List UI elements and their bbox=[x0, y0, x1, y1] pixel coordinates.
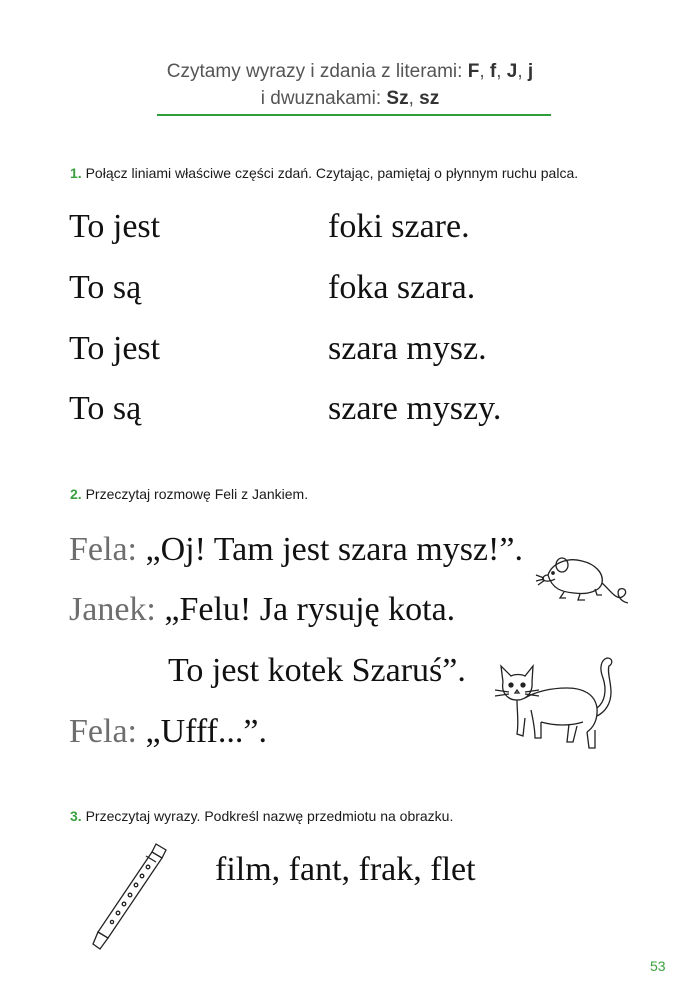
letter-J: J bbox=[506, 61, 518, 82]
title-line-1: Czytamy wyrazy i zdania z literami: F, f, J, j bbox=[166, 61, 534, 82]
sentence-end-1[interactable]: foki szare. bbox=[328, 208, 470, 245]
letter-F: F bbox=[467, 61, 480, 82]
flute-icon bbox=[90, 840, 175, 955]
sentence-end-4[interactable]: szare myszy. bbox=[328, 390, 502, 427]
speaker-janek: Janek: bbox=[69, 591, 156, 628]
dialogue-line-4: Fela: „Ufff...”. bbox=[69, 713, 267, 750]
digraph-sz: sz bbox=[419, 88, 440, 109]
letter-j: j bbox=[527, 61, 534, 82]
header-divider bbox=[157, 114, 551, 116]
title-line-2: i dwuznakami: Sz, sz bbox=[260, 88, 440, 109]
sentence-end-3[interactable]: szara mysz. bbox=[328, 330, 487, 367]
digraph-Sz: Sz bbox=[386, 88, 409, 109]
sentence-start-1[interactable]: To jest bbox=[69, 208, 161, 245]
dialogue-line-2: Janek: „Felu! Ja rysuję kota. bbox=[69, 591, 456, 628]
task-3-instruction: 3. Przeczytaj wyrazy. Podkreśl nazwę przedmiotu na obrazku. bbox=[70, 808, 454, 824]
sentence-end-2[interactable]: foka szara. bbox=[328, 269, 476, 306]
cat-icon bbox=[495, 652, 615, 757]
page-number: 53 bbox=[650, 958, 666, 974]
task-2-instruction: 2. Przeczytaj rozmowę Feli z Jankiem. bbox=[70, 486, 309, 502]
letter-f: f bbox=[489, 61, 497, 82]
speaker-fela: Fela: bbox=[69, 713, 137, 750]
dialogue-line-1: Fela: „Oj! Tam jest szara mysz!”. bbox=[69, 531, 523, 568]
mouse-icon bbox=[540, 545, 630, 610]
task-1-instruction: 1. Połącz liniami właściwe części zdań. Czytając, pamiętaj o płynnym ruchu palca. bbox=[70, 165, 579, 181]
page-title bbox=[100, 58, 600, 112]
dialogue-line-3: To jest kotek Szaruś”. bbox=[168, 652, 466, 689]
speaker-fela: Fela: bbox=[69, 531, 137, 568]
sentence-start-3[interactable]: To jest bbox=[69, 330, 161, 367]
sentence-start-2[interactable]: To są bbox=[69, 269, 142, 306]
word-choices[interactable]: film, fant, frak, flet bbox=[215, 851, 476, 888]
sentence-start-4[interactable]: To są bbox=[69, 390, 142, 427]
